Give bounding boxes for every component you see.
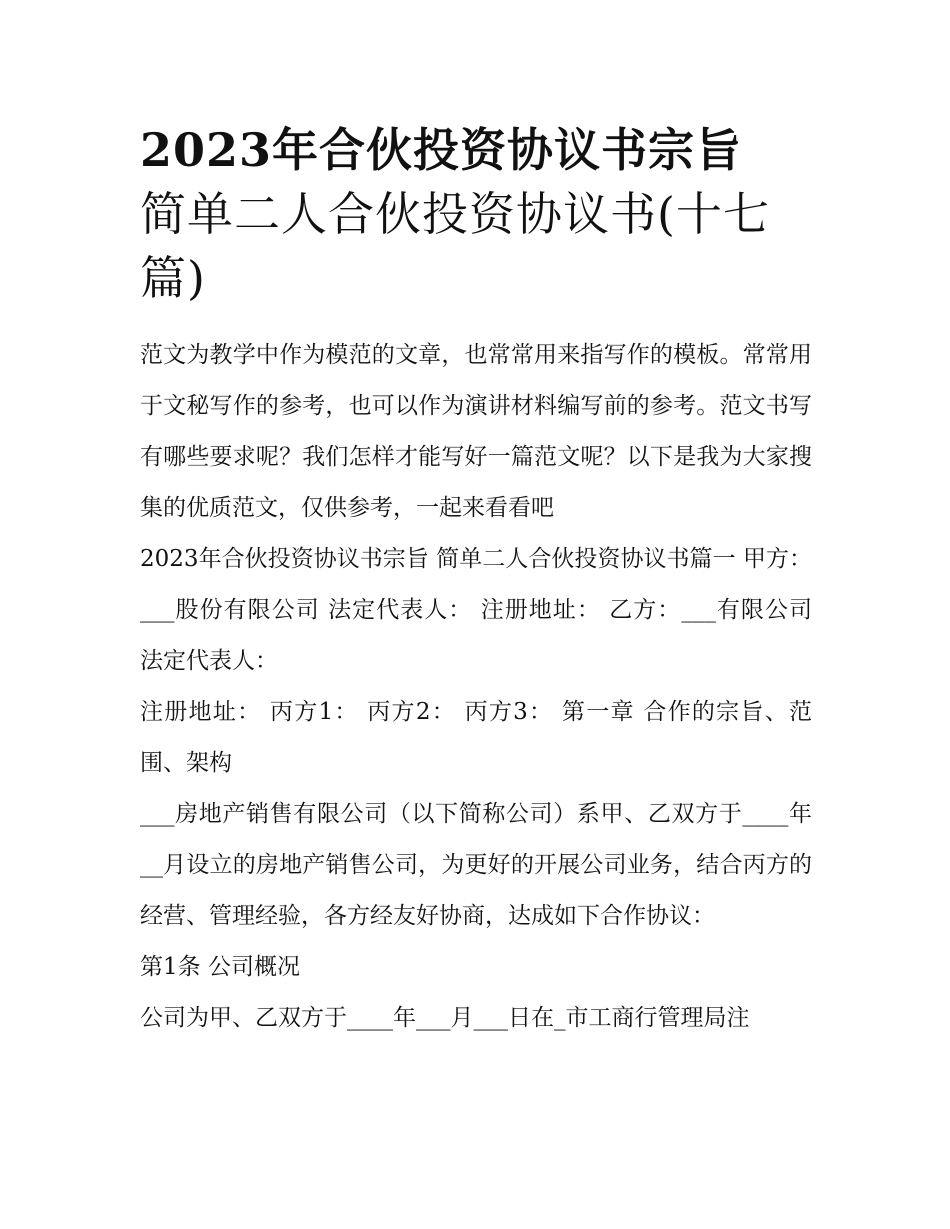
company-intro-paragraph: ___房地产销售有限公司（以下简称公司）系甲、乙双方于____年__月设立的房地产销售公司，为更好的开展公司业务，结合丙方的经营、管理经验，各方经友好协商，达成如下合作协议： [140, 801, 812, 929]
company-registration-paragraph: 公司为甲、乙双方于____年___月___日在_市工商行管理局注 [140, 1005, 750, 1031]
article-one-heading: 第1条 公司概况 [140, 954, 300, 980]
intro-paragraph: 范文为教学中作为模范的文章，也常常用来指写作的模板。常常用于文秘写作的参考，也可以作为演讲材料编写前的参考。范文书写有哪些要求呢？我们怎样才能写好一篇范文呢？以下是我为大家搜集的优质范文，仅供参考，一起来看看吧 [140, 342, 812, 521]
document-page [140, 118, 812, 1044]
document-title-line-2: 简单二人合伙投资协议书(十七篇) [140, 187, 770, 305]
chapter-one-paragraph: 注册地址： 丙方1： 丙方2： 丙方3： 第一章 合作的宗旨、范围、架构 [140, 699, 812, 776]
parties-paragraph: 2023年合伙投资协议书宗旨 简单二人合伙投资协议书篇一 甲方：___股份有限公司 法定代表人： 注册地址： 乙方：___有限公司 法定代表人： [140, 546, 812, 674]
document-body [140, 330, 812, 1044]
document-title-line-1: 2023年合伙投资协议书宗旨 [140, 123, 743, 177]
document-title [140, 118, 812, 310]
